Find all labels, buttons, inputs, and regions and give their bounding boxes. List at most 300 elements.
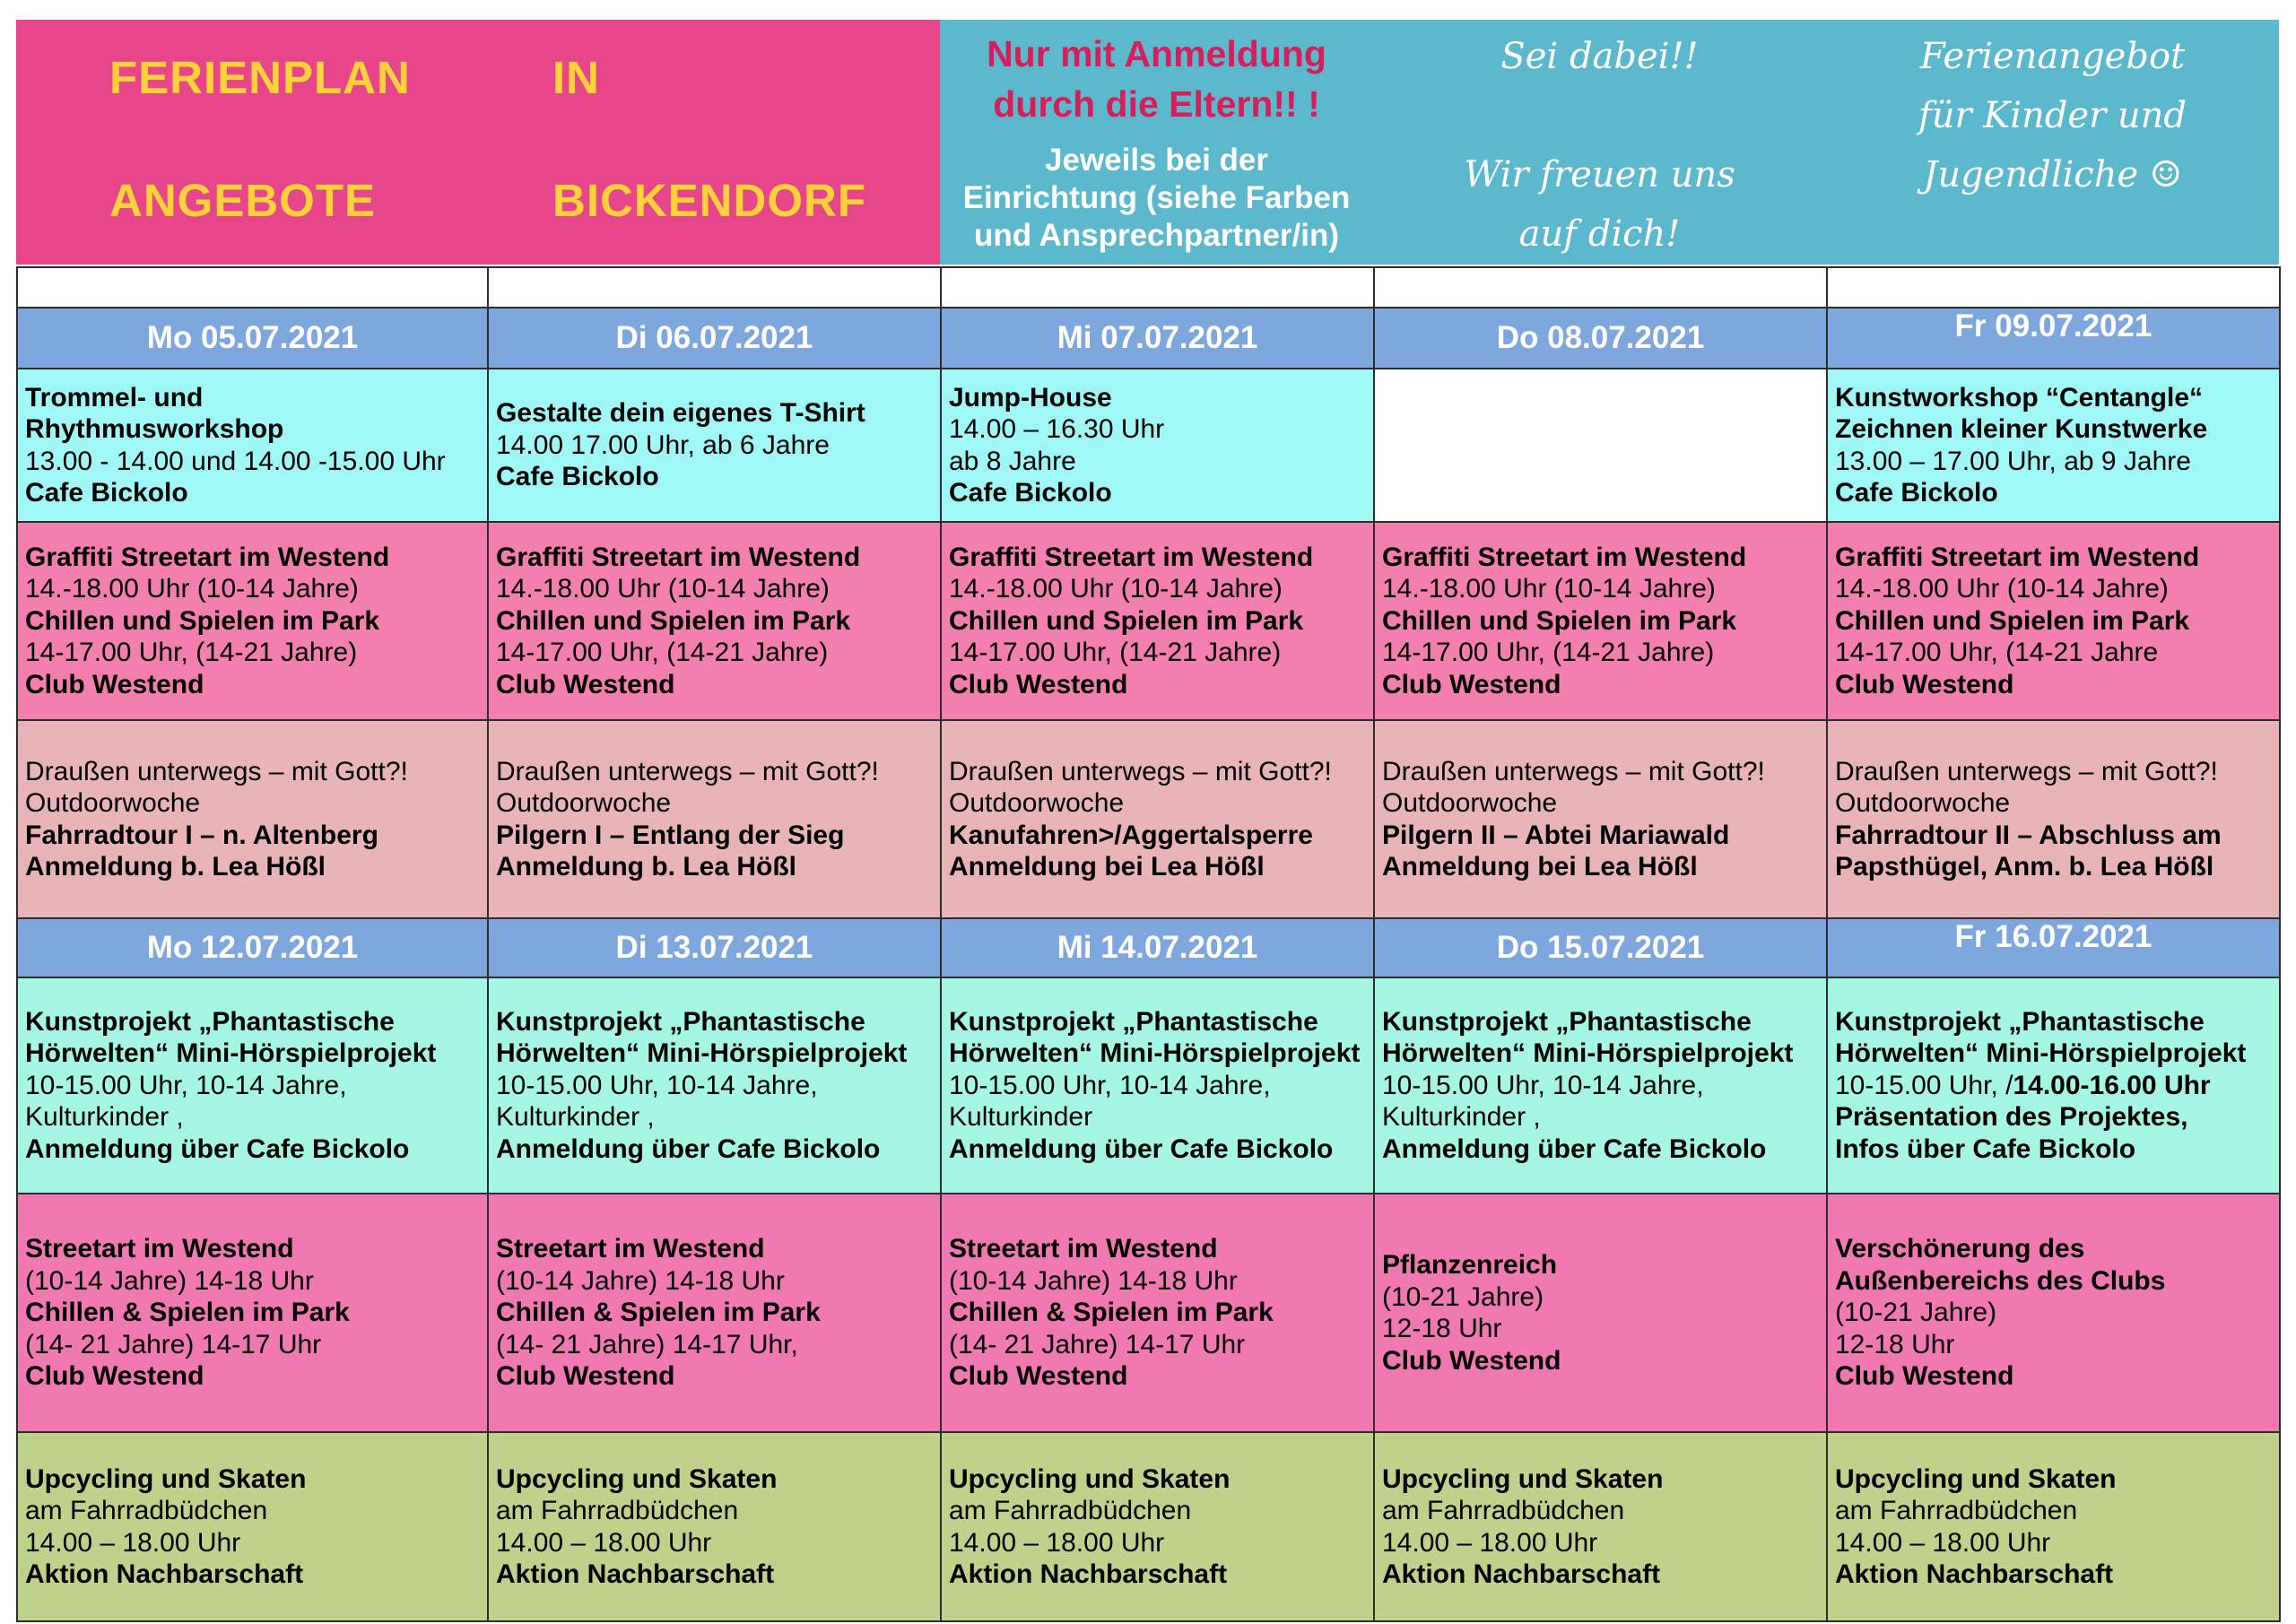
activity-line-bold (25, 605, 480, 638)
activity-text: 14.00 – 18.00 Uhr (25, 1527, 241, 1558)
activity-cell (1827, 1194, 2280, 1432)
activity-cell (17, 1194, 488, 1432)
activity-cell (488, 522, 941, 720)
activity-line-bold (1382, 1006, 1819, 1038)
activity-text: 13.00 – 17.00 Uhr, ab 9 Jahre (1835, 446, 2191, 476)
activity-line (1382, 1313, 1819, 1345)
activity-text: Chillen und Spielen im Park (25, 605, 380, 636)
activity-text: Draußen unterwegs – mit Gott?! (949, 756, 1332, 786)
day-header: Di 13.07.2021 (488, 918, 941, 977)
activity-cell (488, 720, 941, 918)
activity-line (949, 446, 1366, 478)
activity-text: 14.00 17.00 Uhr, ab 6 Jahre (496, 430, 830, 460)
title-banner (16, 20, 940, 265)
activity-line-bold (496, 1233, 933, 1265)
activity-line-bold (1835, 413, 2272, 446)
activity-text: 12-18 Uhr (1382, 1314, 1502, 1343)
activity-text: Graffiti Streetart im Westend (1835, 542, 2200, 572)
activity-line-bold (496, 820, 933, 852)
activity-cell (488, 369, 941, 522)
activity-line (496, 637, 933, 669)
activity-line-bold (949, 1559, 1366, 1591)
activity-text: (10-21 Jahre) (1382, 1281, 1544, 1312)
activity-line (1835, 446, 2272, 478)
activity-text: Upcycling und Skaten (1382, 1463, 1664, 1494)
activity-text: 14.00 – 18.00 Uhr (1382, 1527, 1598, 1558)
activity-text: Streetart im Westend (949, 1234, 1218, 1264)
slogan-line (1373, 86, 1826, 145)
activity-line-bold (1382, 1463, 1819, 1496)
activity-text: Outdoorwoche (25, 788, 201, 818)
activity-text: Anmeldung über Cafe Bickolo (949, 1133, 1334, 1164)
activity-text: Aktion Nachbarschaft (1382, 1559, 1661, 1589)
activity-text: 14.00 – 18.00 Uhr (949, 1527, 1165, 1558)
activity-text: 14-17.00 Uhr, (14-21 Jahre) (949, 638, 1282, 668)
activity-text: Zeichnen kleiner Kunstwerke (1835, 414, 2208, 444)
activity-cell (1827, 1432, 2280, 1621)
activity-line-bold (25, 477, 480, 509)
activity-text: Aktion Nachbarschaft (25, 1559, 304, 1589)
activity-cell (1827, 720, 2280, 918)
activity-line (1835, 1495, 2272, 1527)
offer-text (1826, 27, 2279, 204)
activity-text: 14.-18.00 Uhr (10-14 Jahre) (1835, 574, 2169, 604)
activity-line-bold (949, 820, 1366, 852)
activity-text: Hörwelten“ Mini-Hörspielprojekt (949, 1038, 1361, 1069)
activity-cell (941, 1194, 1374, 1432)
activity-line (1835, 756, 2272, 788)
activity-line-bold (25, 542, 480, 574)
activity-line (25, 1265, 480, 1298)
activity-text: Streetart im Westend (25, 1234, 294, 1264)
activity-text: Hörwelten“ Mini-Hörspielprojekt (496, 1038, 908, 1069)
activity-line-bold (1382, 542, 1819, 574)
activity-text: Aktion Nachbarschaft (949, 1559, 1228, 1589)
activity-line-bold (1835, 605, 2272, 638)
activity-line-bold (1835, 1360, 2272, 1393)
activity-line (496, 787, 933, 820)
activity-line-bold (496, 542, 933, 574)
activity-row (17, 1194, 2280, 1432)
activity-line-bold (1835, 477, 2272, 509)
activity-text: Chillen & Spielen im Park (496, 1298, 821, 1328)
activity-line (1835, 787, 2272, 820)
offer-box (1826, 20, 2279, 265)
activity-text: 10-15.00 Uhr, / (1835, 1070, 2013, 1100)
activity-cell (17, 1432, 488, 1621)
activity-line (25, 1101, 480, 1133)
activity-line-bold (949, 1233, 1366, 1265)
spacer-cell (1827, 267, 2280, 308)
activity-text: Fahrradtour II – Abschluss am (1835, 820, 2222, 850)
activity-line (1835, 1329, 2272, 1361)
activity-text: Anmeldung über Cafe Bickolo (1382, 1133, 1767, 1164)
activity-cell (1374, 1432, 1827, 1621)
activity-text: Club Westend (1382, 1345, 1561, 1376)
activity-line-bold (1835, 1463, 2272, 1496)
activity-text: Upcycling und Skaten (1835, 1463, 2117, 1494)
activity-text: 14-17.00 Uhr, (14-21 Jahre) (25, 638, 358, 668)
activity-text: Upcycling und Skaten (949, 1463, 1231, 1494)
activity-line-bold (1382, 1133, 1819, 1166)
activity-text: Kunstprojekt „Phantastische (1835, 1006, 2205, 1037)
activity-text: Außenbereichs des Clubs (1835, 1265, 2166, 1296)
activity-line-bold (1382, 1559, 1819, 1591)
activity-line-bold (25, 1559, 480, 1591)
activity-line (25, 1495, 480, 1527)
title-angebote: ANGEBOTE (109, 175, 377, 226)
activity-line-bold (949, 1006, 1366, 1038)
activity-line-bold (1382, 820, 1819, 852)
activity-line (496, 430, 933, 462)
activity-cell (17, 369, 488, 522)
activity-row (17, 522, 2280, 720)
activity-text: Rhythmusworkshop (25, 414, 284, 444)
activity-text: Outdoorwoche (949, 788, 1125, 818)
activity-text: Graffiti Streetart im Westend (949, 542, 1314, 572)
holiday-plan-sheet (16, 20, 2279, 1620)
activity-row (17, 977, 2280, 1194)
activity-text: (14- 21 Jahre) 14-17 Uhr (25, 1329, 322, 1359)
activity-line (949, 787, 1366, 820)
activity-line (496, 1495, 933, 1527)
activity-text: Club Westend (1835, 669, 2014, 699)
activity-line (949, 1495, 1366, 1527)
activity-line-bold (1835, 542, 2272, 574)
activity-text: 14-17.00 Uhr, (14-21 Jahre (1835, 638, 2159, 668)
activity-text: 10-15.00 Uhr, 10-14 Jahre, (25, 1070, 347, 1100)
activity-cell (941, 1432, 1374, 1621)
activity-line-bold (25, 1006, 480, 1038)
activity-line-bold (496, 461, 933, 493)
activity-line (496, 1101, 933, 1133)
activity-line-bold (25, 413, 480, 446)
activity-line (1835, 573, 2272, 605)
activity-line (1382, 1101, 1819, 1133)
activity-line-bold (25, 1133, 480, 1166)
activity-line-bold (949, 542, 1366, 574)
activity-line (949, 413, 1366, 446)
activity-text: Kunstprojekt „Phantastische (1382, 1006, 1752, 1037)
activity-line-bold (496, 851, 933, 883)
activity-text: Graffiti Streetart im Westend (496, 542, 861, 572)
activity-line-bold (1835, 1233, 2272, 1265)
activity-text: Anmeldung über Cafe Bickolo (25, 1133, 410, 1164)
offer-line: für Kinder und (1918, 95, 2187, 136)
activity-text: am Fahrradbüdchen (949, 1496, 1192, 1525)
activity-line-bold (25, 1297, 480, 1329)
activity-line-bold (1835, 1133, 2272, 1166)
activity-text: Cafe Bickolo (25, 478, 188, 508)
activity-text: 14.-18.00 Uhr (10-14 Jahre) (496, 574, 830, 604)
activity-text: (14- 21 Jahre) 14-17 Uhr (949, 1329, 1246, 1359)
activity-line-bold (1382, 851, 1819, 883)
activity-text: (10-14 Jahre) 14-18 Uhr (496, 1265, 785, 1296)
activity-line-bold (496, 397, 933, 430)
activity-text: Graffiti Streetart im Westend (25, 542, 390, 572)
activity-line-bold (25, 1038, 480, 1070)
activity-text: 13.00 - 14.00 und 14.00 -15.00 Uhr (25, 446, 446, 476)
activity-text: Infos über Cafe Bickolo (1835, 1133, 2136, 1164)
day-header: Do 08.07.2021 (1374, 308, 1827, 369)
notice-white-line: Einrichtung (siehe Farben (962, 180, 1351, 215)
activity-cell (17, 977, 488, 1194)
title-bickendorf: BICKENDORF (552, 175, 866, 226)
activity-cell (941, 977, 1374, 1194)
activity-text: Kanufahren>/Aggertalsperre (949, 820, 1313, 850)
activity-text: am Fahrradbüdchen (1835, 1496, 2078, 1525)
activity-text: Kulturkinder , (496, 1102, 655, 1133)
activity-line-bold (949, 382, 1366, 414)
activity-text: 12-18 Uhr (1835, 1329, 1955, 1359)
activity-text: Anmeldung b. Lea Hößl (496, 852, 796, 881)
activity-text: am Fahrradbüdchen (496, 1496, 739, 1525)
activity-line-bold (949, 1038, 1366, 1070)
offer-line: Ferienangebot (1919, 36, 2186, 77)
activity-text: Cafe Bickolo (949, 478, 1112, 508)
spacer-cell (17, 267, 488, 308)
activity-text: Chillen und Spielen im Park (1382, 605, 1737, 636)
activity-text: (14- 21 Jahre) 14-17 Uhr, (496, 1329, 798, 1359)
activity-line (1382, 1527, 1819, 1559)
activity-line (496, 1070, 933, 1102)
activity-line (1382, 573, 1819, 605)
offer-line: Jugendliche ☺ (1923, 154, 2182, 195)
activity-line (25, 1527, 480, 1559)
activity-line (25, 573, 480, 605)
activity-text: Aktion Nachbarschaft (496, 1559, 775, 1589)
slogan-line: auf dich! (1518, 213, 1681, 255)
activity-text: Draußen unterwegs – mit Gott?! (25, 756, 408, 786)
activity-text: 14.-18.00 Uhr (10-14 Jahre) (1382, 574, 1716, 604)
activity-line-bold (25, 1463, 480, 1496)
activity-text: 14-17.00 Uhr, (14-21 Jahre) (1382, 638, 1715, 668)
spacer-cell (488, 267, 941, 308)
activity-line (1382, 1495, 1819, 1527)
activity-text: Kunstprojekt „Phantastische (496, 1006, 865, 1037)
activity-text: Chillen & Spielen im Park (25, 1298, 350, 1328)
activity-line-bold (949, 1133, 1366, 1166)
day-header: Fr 09.07.2021 (1827, 308, 2280, 369)
activity-line-bold (496, 1559, 933, 1591)
activity-line-bold (1382, 1345, 1819, 1377)
activity-text: Gestalte dein eigenes T-Shirt (496, 398, 865, 429)
activity-cell (1374, 977, 1827, 1194)
activity-text: Chillen und Spielen im Park (1835, 605, 2190, 636)
activity-line (496, 756, 933, 788)
spacer-row (17, 267, 2280, 308)
activity-text: Hörwelten“ Mini-Hörspielprojekt (25, 1038, 437, 1069)
activity-text: Hörwelten“ Mini-Hörspielprojekt (1835, 1038, 2247, 1069)
activity-line-bold (496, 1038, 933, 1070)
activity-text: Kulturkinder , (25, 1102, 184, 1133)
activity-line (949, 1070, 1366, 1102)
activity-line-bold (1835, 1265, 2272, 1298)
activity-line (949, 1101, 1366, 1133)
notice-red-line: durch die Eltern!! ! (993, 83, 1320, 125)
activity-text: Anmeldung über Cafe Bickolo (496, 1133, 881, 1164)
activity-cell (1374, 1194, 1827, 1432)
registration-notice-box (940, 20, 1373, 265)
activity-line (1382, 1281, 1819, 1314)
day-header: Do 15.07.2021 (1374, 918, 1827, 977)
activity-text: Kunstworkshop “Centangle“ (1835, 382, 2204, 413)
activity-line (496, 573, 933, 605)
activity-text: am Fahrradbüdchen (1382, 1496, 1625, 1525)
activity-line-bold (1835, 1101, 2272, 1133)
activity-text: Anmeldung bei Lea Hößl (1382, 852, 1698, 881)
day-header: Fr 16.07.2021 (1827, 918, 2280, 977)
activity-line (1835, 1297, 2272, 1329)
activity-line (1382, 787, 1819, 820)
day-header: Mo 12.07.2021 (17, 918, 488, 977)
activity-text: (10-21 Jahre) (1835, 1298, 1997, 1328)
activity-cell (17, 522, 488, 720)
activity-line-bold (949, 669, 1366, 701)
activity-text: Kunstprojekt „Phantastische (25, 1006, 395, 1037)
activity-text: Kunstprojekt „Phantastische (949, 1006, 1318, 1037)
activity-line-bold (1835, 1038, 2272, 1070)
activity-text: Draußen unterwegs – mit Gott?! (496, 756, 879, 786)
activity-line (949, 1329, 1366, 1361)
activity-line-bold (949, 1297, 1366, 1329)
activity-line (496, 1329, 933, 1361)
activity-cell (1827, 977, 2280, 1194)
activity-line (496, 1527, 933, 1559)
activity-line (1835, 1527, 2272, 1559)
activity-text: Chillen & Spielen im Park (949, 1298, 1274, 1328)
activity-line (1382, 1070, 1819, 1102)
day-header-row (17, 918, 2280, 977)
spacer-cell (941, 267, 1374, 308)
activity-line-bold (496, 1297, 933, 1329)
activity-line-bold (949, 1360, 1366, 1393)
activity-line (1382, 637, 1819, 669)
activity-text: Pilgern I – Entlang der Sieg (496, 820, 845, 850)
empty-activity-cell (1374, 369, 1827, 522)
activity-line (1382, 756, 1819, 788)
activity-text: Draußen unterwegs – mit Gott?! (1382, 756, 1765, 786)
activity-line (1835, 1070, 2272, 1102)
activity-text: Präsentation des Projektes, (1835, 1102, 2188, 1133)
notice-white-line: Jeweils bei der (1044, 143, 1269, 178)
day-header: Mi 07.07.2021 (941, 308, 1374, 369)
activity-text: Trommel- und (25, 382, 204, 413)
activity-text: 14.-18.00 Uhr (10-14 Jahre) (25, 574, 359, 604)
activity-line-bold (1382, 669, 1819, 701)
activity-text: (10-14 Jahre) 14-18 Uhr (949, 1265, 1238, 1296)
activity-text: Club Westend (496, 1361, 675, 1392)
activity-line (25, 787, 480, 820)
activity-text: Chillen und Spielen im Park (949, 605, 1304, 636)
activity-text: Hörwelten“ Mini-Hörspielprojekt (1382, 1038, 1794, 1069)
activity-text: Club Westend (25, 1361, 204, 1392)
activity-line-bold (1382, 1249, 1819, 1281)
spacer-cell (1374, 267, 1827, 308)
activity-line (949, 1527, 1366, 1559)
activity-line (496, 1265, 933, 1298)
activity-line-bold (1835, 1559, 2272, 1591)
activity-text: Draußen unterwegs – mit Gott?! (1835, 756, 2218, 786)
activity-line-bold (1382, 1038, 1819, 1070)
activity-text: Pilgern II – Abtei Mariawald (1382, 820, 1730, 850)
day-header-row (17, 308, 2280, 369)
slogan-text (1373, 27, 1826, 264)
activity-text: Upcycling und Skaten (496, 1463, 778, 1494)
activity-line-bold (949, 477, 1366, 509)
activity-line-bold (949, 605, 1366, 638)
activity-text: ab 8 Jahre (949, 446, 1076, 476)
activity-line (949, 756, 1366, 788)
activity-text: 10-15.00 Uhr, 10-14 Jahre, (496, 1070, 818, 1100)
activity-row (17, 1432, 2280, 1621)
activity-line (25, 1329, 480, 1361)
slogan-line: Wir freuen uns (1464, 154, 1735, 195)
activity-text: Outdoorwoche (1835, 788, 2011, 818)
activity-cell (17, 720, 488, 918)
activity-line-bold (1835, 820, 2272, 852)
activity-line (25, 1070, 480, 1102)
activity-cell (488, 1194, 941, 1432)
activity-line-bold (25, 851, 480, 883)
activity-line-bold (949, 851, 1366, 883)
activity-line (949, 637, 1366, 669)
activity-text-bold: 14.00-16.00 Uhr (2013, 1070, 2211, 1100)
activity-text: 14.00 – 18.00 Uhr (496, 1527, 712, 1558)
activity-text: Aktion Nachbarschaft (1835, 1559, 2114, 1589)
slogan-line: Sei dabei!! (1500, 36, 1699, 77)
activity-cell (488, 1432, 941, 1621)
activity-line-bold (949, 1463, 1366, 1496)
activity-text: Club Westend (496, 669, 675, 699)
activity-cell (941, 720, 1374, 918)
activity-text: am Fahrradbüdchen (25, 1496, 268, 1525)
activity-row (17, 720, 2280, 918)
notice-red-line: Nur mit Anmeldung (987, 33, 1326, 74)
activity-line-bold (1835, 851, 2272, 883)
activity-line-bold (496, 605, 933, 638)
day-header: Mo 05.07.2021 (17, 308, 488, 369)
activity-line-bold (496, 1463, 933, 1496)
activity-line (25, 756, 480, 788)
activity-row (17, 369, 2280, 522)
activity-line-bold (1382, 605, 1819, 638)
activity-text: 10-15.00 Uhr, 10-14 Jahre, (1382, 1070, 1704, 1100)
activity-text: Cafe Bickolo (1835, 478, 1998, 508)
activity-text: 14.00 – 16.30 Uhr (949, 414, 1165, 444)
day-header: Mi 14.07.2021 (941, 918, 1374, 977)
activity-line-bold (1835, 382, 2272, 414)
activity-cell (1374, 720, 1827, 918)
title-ferienplan: FERIENPLAN (109, 52, 411, 103)
activity-text: 14-17.00 Uhr, (14-21 Jahre) (496, 638, 829, 668)
activity-line-bold (496, 1006, 933, 1038)
activity-text: Papsthügel, Anm. b. Lea Hößl (1835, 852, 2214, 881)
activity-text: Kulturkinder , (1382, 1102, 1541, 1133)
slogan-box (1373, 20, 1826, 265)
activity-line-bold (496, 669, 933, 701)
activity-cell (941, 369, 1374, 522)
activity-text: Club Westend (949, 1361, 1128, 1392)
activity-line (25, 637, 480, 669)
activity-text: Outdoorwoche (496, 788, 672, 818)
activity-text: Fahrradtour I – n. Altenberg (25, 820, 378, 850)
activity-line-bold (25, 820, 480, 852)
notice-white-line: und Ansprechpartner/in) (973, 218, 1340, 253)
activity-line-bold (496, 1133, 933, 1166)
title-in: IN (552, 52, 600, 103)
activity-line-bold (1835, 1006, 2272, 1038)
